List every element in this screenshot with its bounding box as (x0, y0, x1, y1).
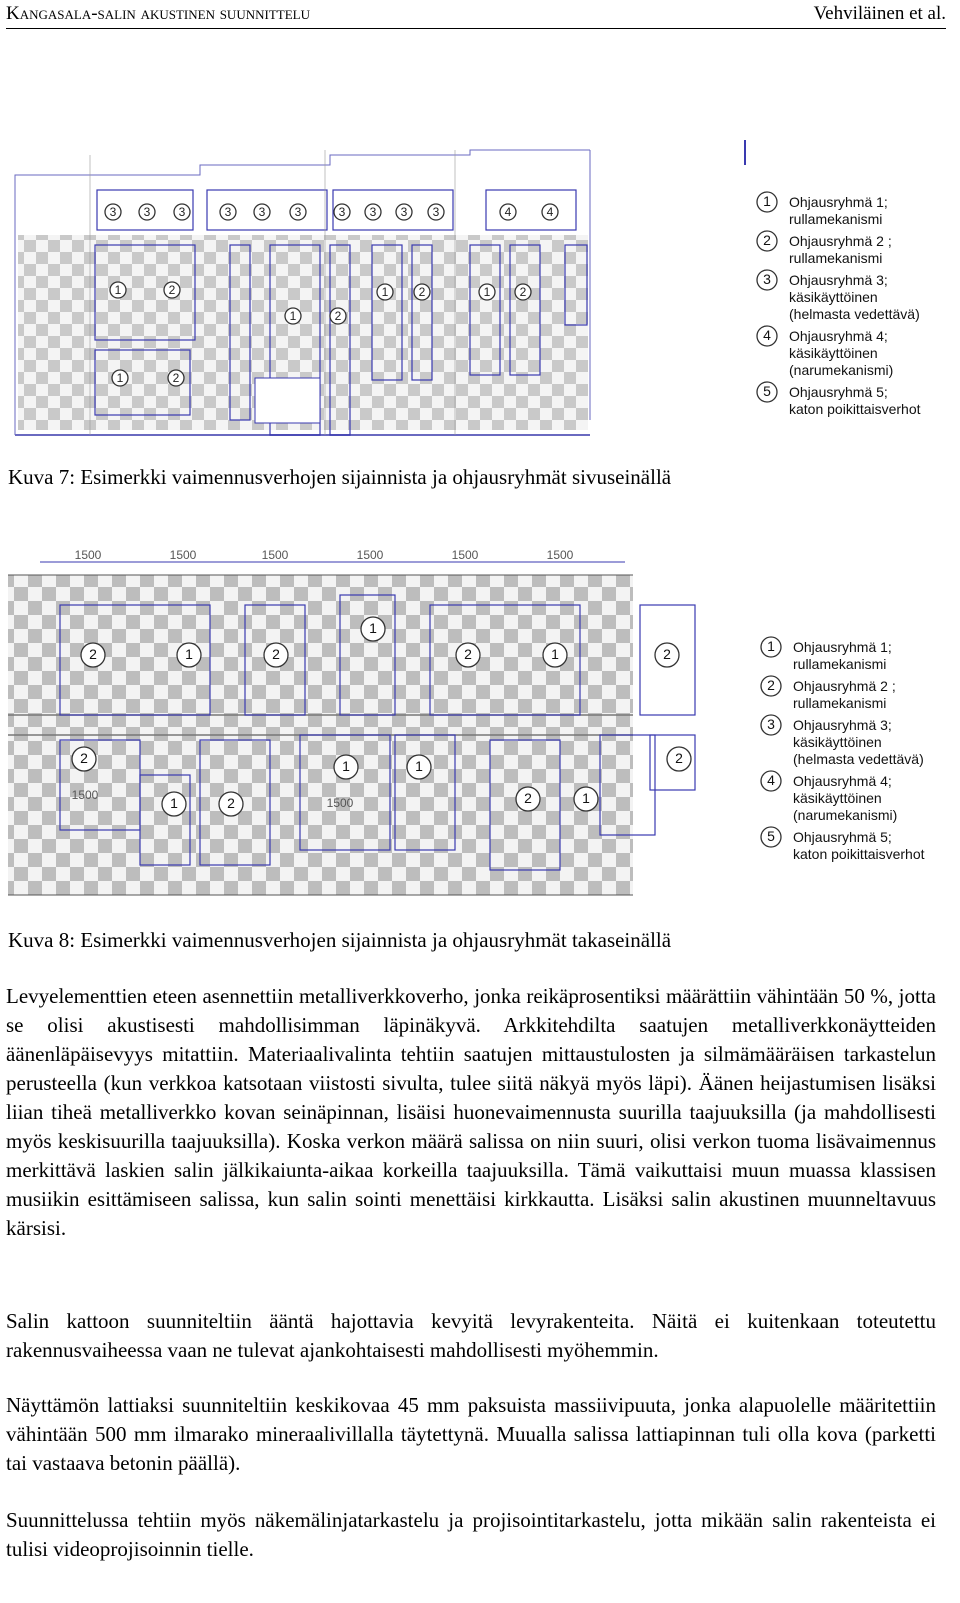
control-group-marker (72, 747, 96, 771)
svg-text:1: 1 (767, 638, 775, 654)
paragraph-4: Suunnittelussa tehtiin myös näkemälinjatarkastelu ja projisointitarkastelu, jotta mikään salin rakenteista ei tulisi videoprojisoinnin tielle. (6, 1508, 936, 1561)
legend-label: Ohjausryhmä 4; (789, 328, 888, 344)
svg-text:3: 3 (432, 205, 440, 219)
dimension-label: 1500 (546, 548, 574, 562)
control-group-marker (377, 284, 393, 300)
svg-text:1: 1 (289, 309, 297, 323)
svg-text:3: 3 (178, 205, 186, 219)
svg-text:4: 4 (504, 205, 512, 219)
control-group-marker (112, 370, 128, 386)
figure-7-drawing (0, 120, 960, 450)
control-group-marker (365, 204, 381, 220)
svg-text:2: 2 (272, 646, 280, 662)
svg-text:1: 1 (381, 285, 389, 299)
control-group-marker (542, 204, 558, 220)
svg-text:3: 3 (294, 205, 302, 219)
control-group-marker (761, 771, 781, 791)
control-group-marker (164, 282, 180, 298)
figure-7-caption: Kuva 7: Esimerkki vaimennusverhojen sijainnista ja ohjausryhmät sivuseinällä (8, 465, 672, 489)
legend-label: katon poikittaisverhot (789, 401, 921, 417)
figure-8-caption: Kuva 8: Esimerkki vaimennusverhojen sijainnista ja ohjausryhmät takaseinällä (8, 928, 672, 952)
dimension-label: 1500 (169, 548, 197, 562)
header-authors: Vehviläinen et al. (813, 3, 946, 24)
control-group-marker (219, 792, 243, 816)
legend-item (761, 676, 896, 711)
legend-label: katon poikittaisverhot (793, 846, 925, 862)
svg-text:3: 3 (369, 205, 377, 219)
svg-text:3: 3 (767, 716, 775, 732)
control-group-marker (761, 827, 781, 847)
legend-label: (helmasta vedettävä) (789, 306, 920, 322)
legend-item (761, 637, 892, 672)
control-group-marker (174, 204, 190, 220)
control-group-marker (667, 747, 691, 771)
control-group-marker (264, 643, 288, 667)
svg-text:4: 4 (763, 327, 771, 343)
figure-8-legend (761, 637, 925, 862)
svg-text:4: 4 (546, 205, 554, 219)
legend-label: rullamekanismi (793, 695, 887, 711)
dimension-label: 1500 (451, 548, 479, 562)
control-group-marker (761, 676, 781, 696)
svg-text:2: 2 (767, 677, 775, 693)
svg-text:3: 3 (143, 205, 151, 219)
legend-item (757, 270, 920, 322)
control-group-marker (407, 755, 431, 779)
svg-text:2: 2 (464, 646, 472, 662)
svg-text:1: 1 (114, 283, 122, 297)
svg-text:5: 5 (767, 828, 775, 844)
svg-text:2: 2 (524, 790, 532, 806)
legend-label: rullamekanismi (789, 250, 883, 266)
svg-text:2: 2 (663, 646, 671, 662)
control-group-marker (574, 787, 598, 811)
legend-item (757, 231, 892, 266)
svg-text:1: 1 (185, 646, 193, 662)
control-group-marker (543, 643, 567, 667)
svg-text:3: 3 (109, 205, 117, 219)
control-group-marker (761, 715, 781, 735)
control-group-marker (290, 204, 306, 220)
svg-text:2: 2 (334, 309, 342, 323)
legend-item (761, 827, 925, 862)
control-group-marker (757, 192, 777, 212)
svg-text:5: 5 (763, 383, 771, 399)
svg-text:1: 1 (582, 790, 590, 806)
control-group-marker (757, 270, 777, 290)
control-group-marker (110, 282, 126, 298)
legend-label: Ohjausryhmä 5; (793, 829, 892, 845)
svg-text:1: 1 (763, 193, 771, 209)
dimension-label: 1500 (74, 548, 102, 562)
control-group-marker (761, 637, 781, 657)
svg-text:2: 2 (227, 795, 235, 811)
legend-label: Ohjausryhmä 5; (789, 384, 888, 400)
control-group-marker (655, 643, 679, 667)
control-group-marker (330, 308, 346, 324)
control-group-marker (757, 231, 777, 251)
control-group-marker (456, 643, 480, 667)
control-group-marker (361, 617, 385, 641)
legend-label: Ohjausryhmä 1; (789, 194, 888, 210)
dimension-label: 1500 (326, 796, 354, 810)
figure-8 (0, 545, 960, 913)
dimension-label: 1500 (356, 548, 384, 562)
control-group-marker (220, 204, 236, 220)
svg-text:2: 2 (675, 750, 683, 766)
back-wall-elevation (8, 562, 695, 895)
control-group-marker (105, 204, 121, 220)
control-group-marker (479, 284, 495, 300)
control-group-marker (428, 204, 444, 220)
svg-text:3: 3 (400, 205, 408, 219)
control-group-marker (139, 204, 155, 220)
svg-text:2: 2 (763, 232, 771, 248)
paragraph-2: Salin kattoon suunniteltiin ääntä hajottavia kevyitä levyrakenteita. Näitä ei kuitenkaan toteutettu rakennusvaiheessa vaan ne tulevat ajankohtaisesti mahdollisesti myöhemmin. (6, 1309, 936, 1362)
dimension-label: 1500 (261, 548, 289, 562)
legend-label: käsikäyttöinen (789, 289, 878, 305)
legend-label: (helmasta vedettävä) (793, 751, 924, 767)
control-group-marker (334, 204, 350, 220)
svg-text:3: 3 (763, 271, 771, 287)
svg-text:3: 3 (224, 205, 232, 219)
svg-text:3: 3 (338, 205, 346, 219)
svg-text:1: 1 (551, 646, 559, 662)
svg-text:1: 1 (369, 620, 377, 636)
legend-item (757, 382, 921, 417)
control-group-marker (334, 755, 358, 779)
control-group-marker (757, 326, 777, 346)
legend-label: Ohjausryhmä 4; (793, 773, 892, 789)
svg-text:1: 1 (415, 758, 423, 774)
svg-text:2: 2 (168, 283, 176, 297)
svg-text:2: 2 (80, 750, 88, 766)
legend-label: (narumekanismi) (789, 362, 894, 378)
svg-text:1: 1 (116, 371, 124, 385)
header-title: Kangasala-salin akustinen suunnittelu (6, 3, 310, 24)
legend-label: Ohjausryhmä 1; (793, 639, 892, 655)
control-group-marker (177, 643, 201, 667)
control-group-marker (515, 284, 531, 300)
control-group-marker (757, 382, 777, 402)
svg-text:2: 2 (172, 371, 180, 385)
figure-7 (0, 120, 960, 450)
svg-text:1: 1 (483, 285, 491, 299)
legend-label: käsikäyttöinen (793, 790, 882, 806)
control-group-marker (162, 792, 186, 816)
legend-label: Ohjausryhmä 3; (793, 717, 892, 733)
control-group-marker (168, 370, 184, 386)
legend-label: Ohjausryhmä 2 ; (789, 233, 892, 249)
svg-text:3: 3 (258, 205, 266, 219)
svg-text:2: 2 (418, 285, 426, 299)
figure-8-drawing (0, 545, 960, 913)
legend-label: Ohjausryhmä 2 ; (793, 678, 896, 694)
paragraph-1: Levyelementtien eteen asennettiin metalliverkkoverho, jonka reikäprosentiksi määrättiin vähintään 50 %, jotta se olisi akustisesti mahdollisimman läpinäkyvä. Arkkitehdilta saatujen metalliverkkonäytteiden äänenläpäisevyys mitattiin. Materiaalivalinta tehtiin saatujen mittaustulosten ja silmämääräisen tarkastelun perusteella (kun verkkoa katsotaan viistosti sivulta, tulee siitä näkyä myös läpi). Äänen heijastumisen lisäksi liian tiheä metalliverkko kovan seinäpinnan, lisäisi huonevaimennusta suurilla taajuuksilla (ja mahdollisesti myös keskisuurilla taajuuksilla). Koska verkon määrä salissa on niin suuri, olisi verkon tuoma lisävaimennus merkittävä laskien salin jälkikaiunta-aikaa korkeilla taajuuksilla. Tämä vaikuttaisi muun muassa klassisen musiikin esittämiseen salissa, kun salin sointi menettäisi kirkkautta. Lisäksi salin akustinen muunneltavuus kärsisi. (6, 984, 936, 1240)
control-group-marker (414, 284, 430, 300)
figure-7-legend (757, 192, 921, 417)
legend-label: (narumekanismi) (793, 807, 898, 823)
svg-text:4: 4 (767, 772, 775, 788)
control-group-marker (516, 787, 540, 811)
svg-text:1: 1 (170, 795, 178, 811)
running-header (6, 2, 946, 29)
dimension-label: 1500 (71, 788, 99, 802)
svg-text:2: 2 (519, 285, 527, 299)
paragraph-3: Näyttämön lattiaksi suunniteltiin keskikovaa 45 mm paksuista massiivipuuta, jonka alapuolelle määritettiin vähintään 500 mm ilmarako mineraalivillalla täytettynä. Muualla salissa lattiapinnan tuli olla kova (parketti tai vastaava betonin päällä). (6, 1393, 936, 1475)
legend-label: Ohjausryhmä 3; (789, 272, 888, 288)
svg-text:2: 2 (89, 646, 97, 662)
control-group-marker (81, 643, 105, 667)
legend-label: käsikäyttöinen (789, 345, 878, 361)
legend-item (757, 192, 888, 227)
svg-text:1: 1 (342, 758, 350, 774)
legend-label: käsikäyttöinen (793, 734, 882, 750)
control-group-marker (396, 204, 412, 220)
legend-item (761, 771, 897, 823)
control-group-marker (285, 308, 301, 324)
control-group-marker (500, 204, 516, 220)
control-group-marker (254, 204, 270, 220)
legend-label: rullamekanismi (793, 656, 887, 672)
legend-label: rullamekanismi (789, 211, 883, 227)
legend-item (761, 715, 924, 767)
legend-item (757, 326, 893, 378)
